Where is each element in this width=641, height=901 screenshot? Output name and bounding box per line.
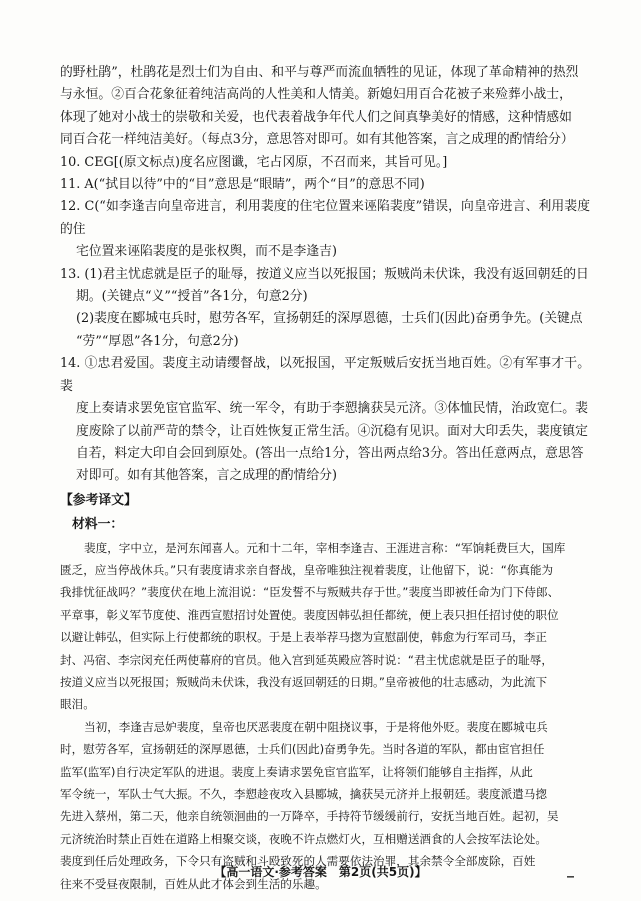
q9-line: 同百合花一样纯洁美好。（每点3分，意思答对即可。如有其他答案，言之成理的酌情给分） xyxy=(60,132,574,148)
answer-13-part2: (2)裴度在郾城屯兵时，慰劳各军，宣扬朝廷的深厚恩德，士兵们(因此)奋勇争先。(关键点 xyxy=(76,311,583,327)
page-content xyxy=(60,62,590,895)
translation-line: 元济统治时禁止百姓在道路上相聚交谈，夜晚不许点燃灯火，互相赠送酒食的人会按军法论处。 xyxy=(60,831,547,846)
translation-heading: 【参考译文】 xyxy=(60,492,137,508)
translation-line: 时，慰劳各军，宣扬朝廷的深厚恩德，士兵们(因此)奋勇争先。当时各道的军队，都由宦官担任 xyxy=(60,742,545,757)
answer-13-part2-cont: “劳”“厚恩”各1分，句意2分) xyxy=(76,333,239,349)
answer-13-cont: 期。(关键点“义”“授首”各1分，句意2分) xyxy=(76,289,308,305)
answer-10: 10. CEG[(原文标点)度名应图谶，宅占冈原，不召而来，其旨可见。] xyxy=(60,154,448,170)
answer-13: 13. (1)君主忧虑就是臣子的耻辱，按道义应当以死报国；叛贼尚未伏诛，我没有返回朝廷的日 xyxy=(60,266,589,282)
q9-line: 与永恒。②百合花象征着纯洁高尚的人性美和人情美。新媳妇用百合花被子来殓葬小战士， xyxy=(60,87,572,103)
translation-line: 按道义应当以死报国；叛贼尚未伏诛，我没有返回朝廷的日期。”皇帝被他的壮志感动，为此流下 xyxy=(60,674,548,689)
translation-line: 裴度，字中立，是河东闻喜人。元和十二年，宰相李逢吉、王涯进言称：“军饷耗费巨大，国库 xyxy=(84,540,566,555)
translation-line: 我排忧征战吗？”裴度伏在地上流泪说：“臣发誓不与叛贼共存于世。”裴度当即被任命为门下侍郎、 xyxy=(60,585,560,600)
translation-line: 往来不受昼夜限制，百姓从此才体会到生活的乐趣。 xyxy=(60,876,327,891)
translation-line: 裴度到任后处理政务，下令只有盗贼和斗殴致死的人需要依法治罪，其余禁令全部废除，百姓 xyxy=(60,854,536,869)
answer-14-cont: 对即可。如有其他答案，言之成理的酌情给分) xyxy=(76,468,337,484)
translation-line: 封、冯宿、李宗闵充任两使幕府的官员。他入宫到延英殿应答时说：“君主忧虑就是臣子的耻辱， xyxy=(60,652,553,667)
translation-line: 以避让韩弘，但实际上行使都统的职权。于是上表举荐马揔为宣慰副使，韩愈为行军司马，李正 xyxy=(60,630,547,645)
answer-14-cont: 度上奏请求罢免宦官监军、统一军令，有助于李愬擒获吴元济。③体恤民情，治政宽仁。裴 xyxy=(76,401,588,417)
translation-line: 监军(监军)自行决定军队的进退。裴度上奏请求罢免宦官监军，让将领们能够自主指挥，从此 xyxy=(60,764,533,779)
corner-mark: _ xyxy=(567,862,574,878)
material-label: 材料一： xyxy=(72,517,124,533)
answer-11: 11. A(“拭目以待”中的“目”意思是“眼睛”，两个“目”的意思不同) xyxy=(60,177,425,193)
translation-line: 军令统一，军队士气大振。不久，李愬趁夜攻入县郾城，擒获吴元济并上报朝廷。裴度派遣马揔 xyxy=(60,787,547,801)
answer-12: 12. C(“如李逢吉向皇帝进言，利用裴度的住宅位置来诬陷裴度”错误，向皇帝进言、利用裴度的住 xyxy=(60,199,590,237)
page-footer: 【高一语文·参考答案 第2页(共5页)】 xyxy=(214,865,427,879)
q9-line: 的野杜鹃”，杜鹃花是烈士们为自由、和平与尊严而流血牺牲的见证，体现了革命精神的热烈 xyxy=(60,65,579,80)
answer-12-cont: 宅位置来诬陷裴度的是张权舆，而不是李逢吉) xyxy=(76,244,337,260)
translation-line: 匮乏，应当停战休兵。”只有裴度请求亲自督战，皇帝唯独注视着裴度，让他留下，说：“你真能为 xyxy=(60,562,554,577)
translation-line: 眼泪。 xyxy=(60,697,95,712)
translation-line: 当初，李逢吉忌妒裴度，皇帝也厌恶裴度在朝中阻挠议事，于是将他外贬。裴度在郾城屯兵 xyxy=(84,719,548,734)
translation-line: 先进入蔡州，第二天，他亲自统领洄曲的一万降卒，手持符节缓缓前行，安抚当地百姓。起初，吴 xyxy=(60,809,559,824)
answer-14: 14. ①忠君爱国。裴度主动请缨督战，以死报国，平定叛贼后安抚当地百姓。②有军事才干。裴 xyxy=(60,356,590,394)
q9-line: 体现了她对小战士的崇敬和关爱，也代表着战争年代人们之间真挚美好的情感，这种情感如 xyxy=(60,109,572,125)
answer-14-cont: 度废除了以前严苛的禁令，让百姓恢复正常生活。④沉稳有见识。面对大印丢失，裴度镇定 xyxy=(76,423,588,439)
answer-14-cont: 自若，料定大印自会回到原处。(答出一点给1分，答出两点给3分。答出任意两点，意思答 xyxy=(76,445,584,461)
translation-line: 平章事，彰义军节度使、淮西宣慰招讨处置使。裴度因韩弘担任都统，便上表只担任招讨使的职位 xyxy=(60,607,559,622)
